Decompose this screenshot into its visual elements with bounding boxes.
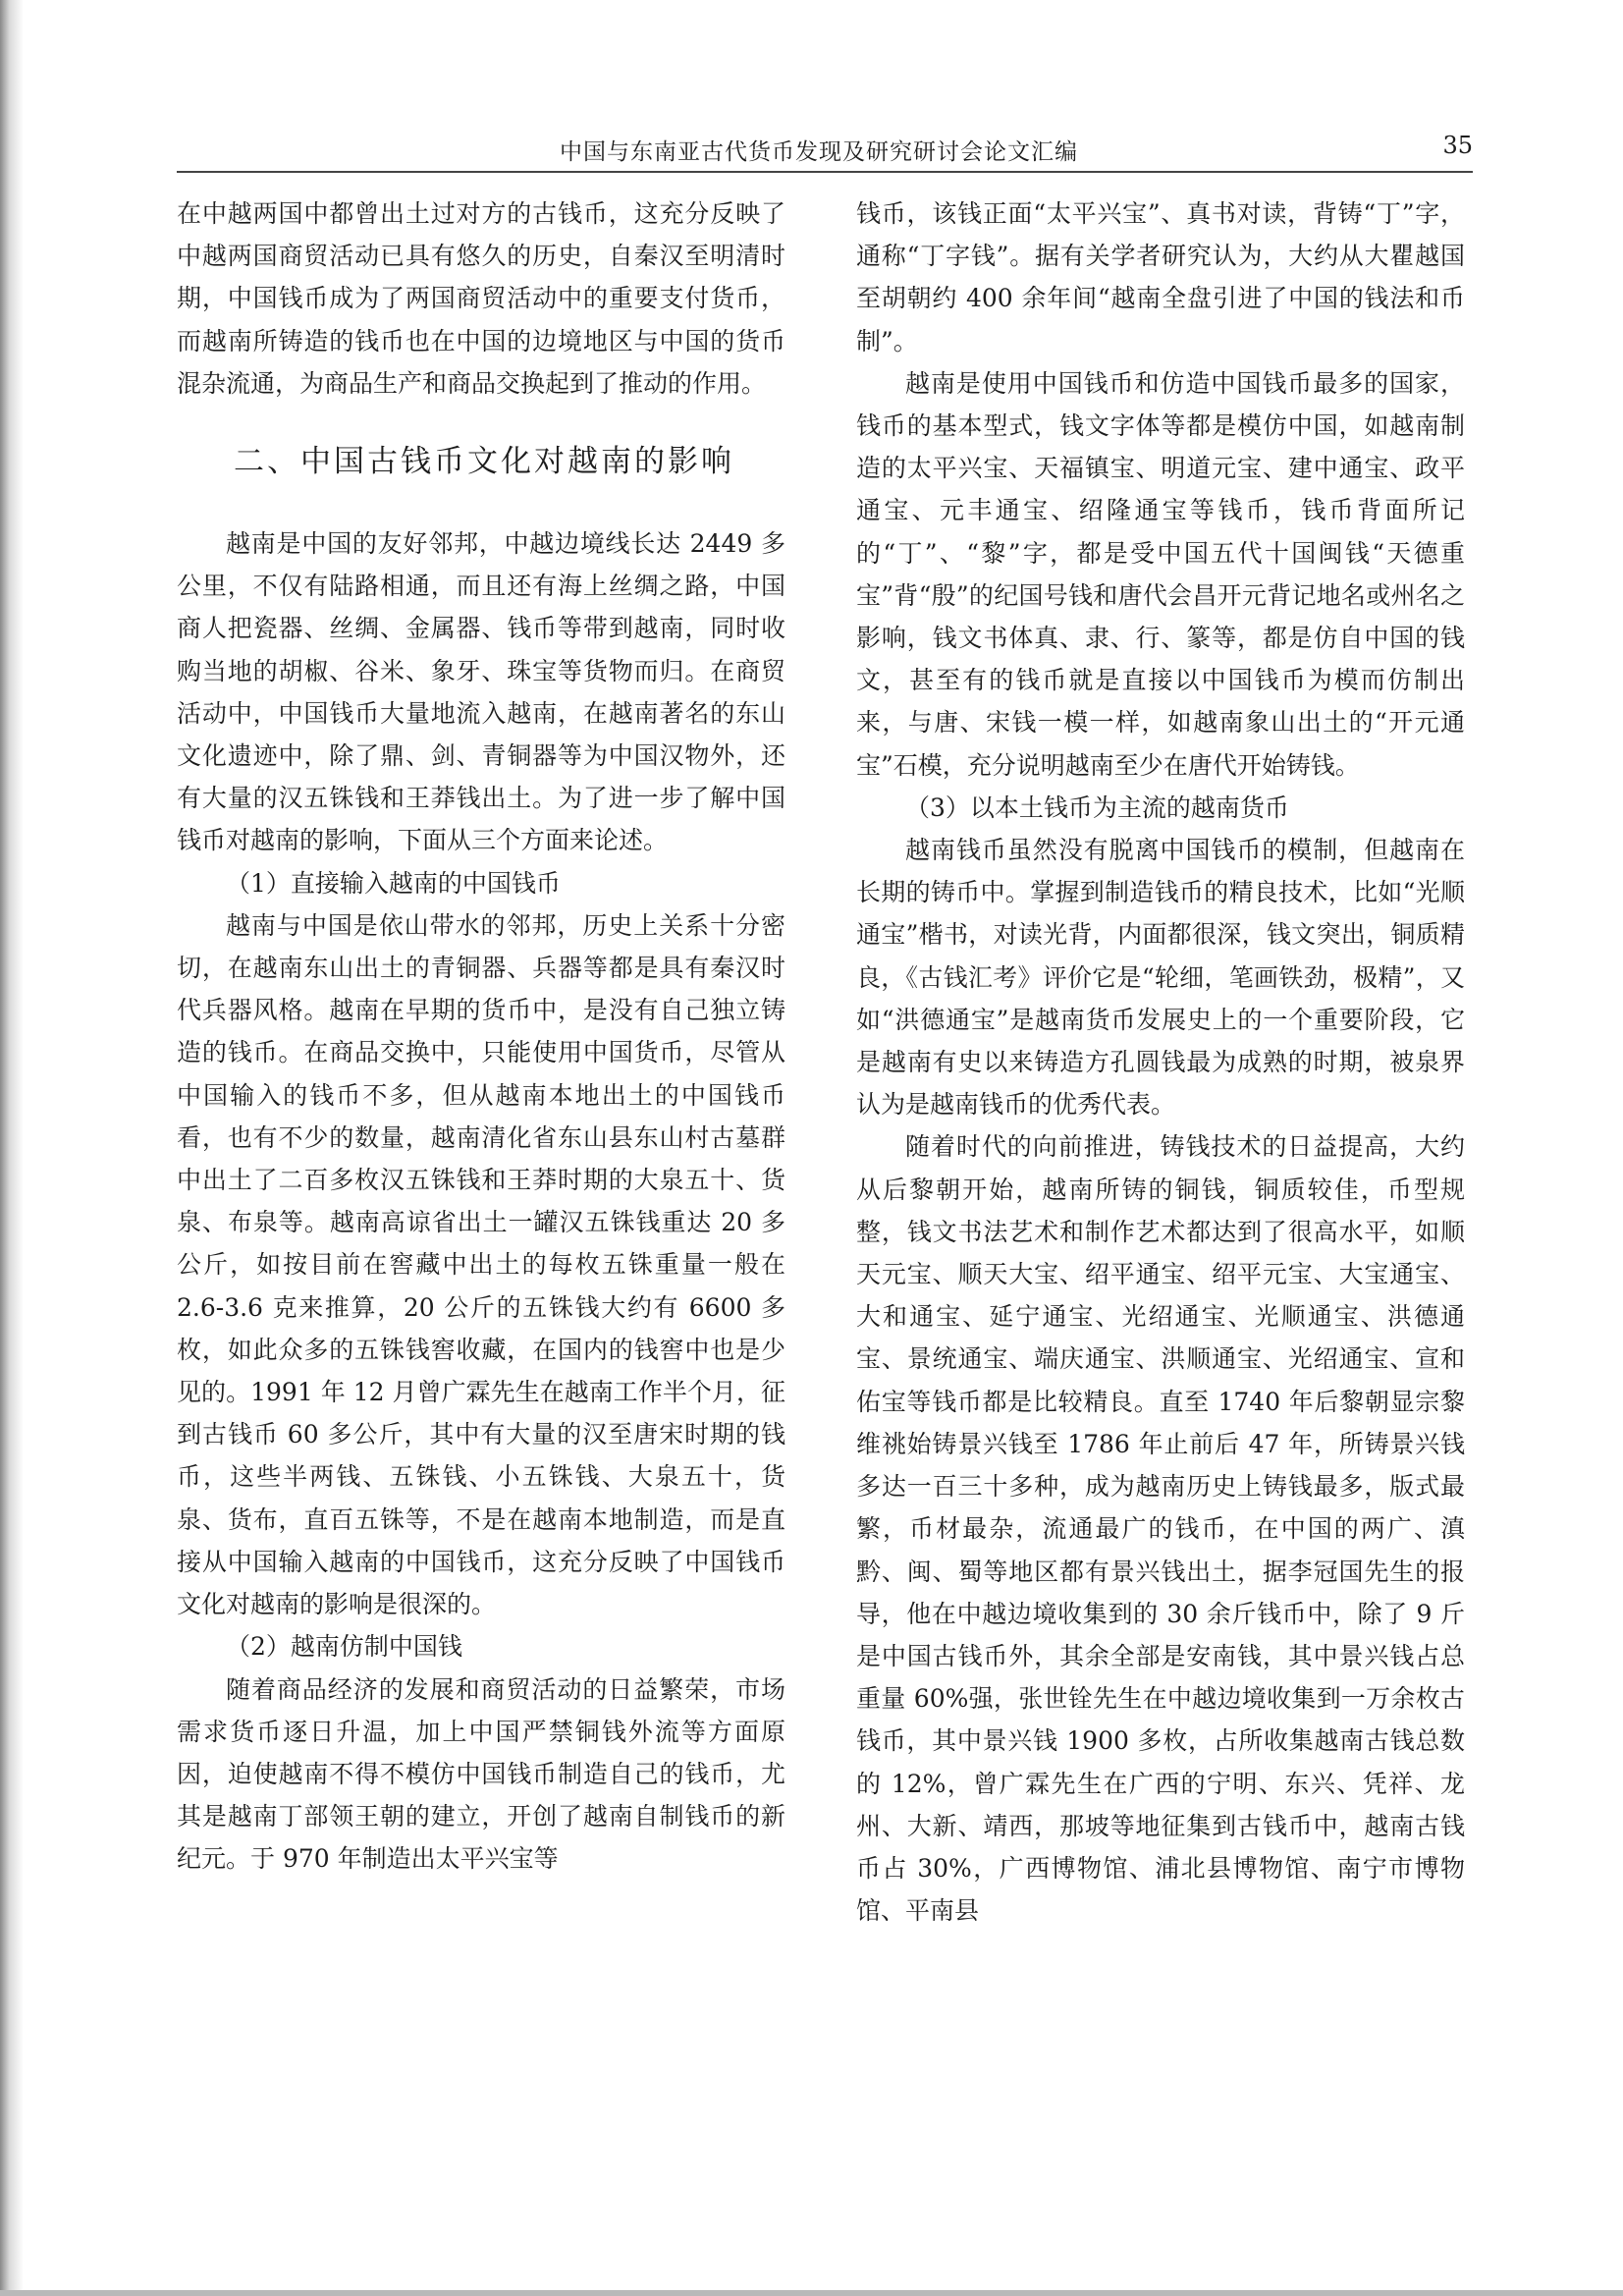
paragraph-sub3: 越南钱币虽然没有脱离中国钱币的模制，但越南在长期的铸币中。掌握到制造钱币的精良技术，比如“光顺通宝”楷书，对读光背，内面都很深，钱文突出，铜质精良，《古钱汇考》评价它是“轮细，笔画铁劲，极精”，又如“洪德通宝”是越南货币发展史上的一个重要阶段，它是越南有史以来铸造方孔圆钱最为成熟的时期，被泉界认为是越南钱币的优秀代表。 [856, 836, 1465, 1120]
section-heading: 二、中国古钱币文化对越南的影响 [234, 444, 734, 480]
right-column [856, 192, 1465, 1932]
paragraph-intro: 越南是中国的友好邻邦，中越边境线长达 2449 多公里，不仅有陆路相通，而且还有海上丝绸之路，中国商人把瓷器、丝绸、金属器、钱币等带到越南，同时收购当地的胡椒、谷米、象牙、珠宝等货物而归。在商贸活动中，中国钱币大量地流入越南，在越南著名的东山文化遗迹中，除了鼎、剑、青铜器等为中国汉物外，还有大量的汉五铢钱和王莽钱出土。为了进一步了解中国钱币对越南的影响，下面从三个方面来论述。 [177, 529, 785, 855]
subsection-heading-1: （1）直接输入越南的中国钱币 [226, 868, 561, 898]
scan-bottom-edge [0, 2290, 1623, 2296]
running-header [177, 130, 1473, 173]
subsection-heading-2: （2）越南仿制中国钱 [226, 1632, 462, 1662]
header-title: 中国与东南亚古代货币发现及研究研讨会论文汇编 [560, 139, 1078, 165]
paragraph-sub2: 随着商品经济的发展和商贸活动的日益繁荣，市场需求货币逐日升温，加上中国严禁铜钱外流等方面原因，迫使越南不得不模仿中国钱币制造自己的钱币，尤其是越南丁部领王朝的建立，开创了越南自制钱币的新纪元。于 970 年制造出太平兴宝等 [177, 1674, 785, 1874]
paragraph-continued: 在中越两国中都曾出土过对方的古钱币，这充分反映了中越两国商贸活动已具有悠久的历史，自秦汉至明清时期，中国钱币成为了两国商贸活动中的重要支付货币，而越南所铸造的钱币也在中国的边境地区与中国的货币混杂流通，为商品生产和商品交换起到了推动的作用。 [177, 199, 785, 398]
paragraph-continued-right: 钱币，该钱正面“太平兴宝”、真书对读，背铸“丁”字，通称“丁字钱”。据有关学者研究认为，大约从大瞿越国至胡朝约 400 余年间“越南全盘引进了中国的钱法和币制”。 [856, 199, 1465, 355]
paragraph-imitation: 越南是使用中国钱币和仿造中国钱币最多的国家，钱币的基本型式，钱文字体等都是模仿中国，如越南制造的太平兴宝、天福镇宝、明道元宝、建中通宝、政平通宝、元丰通宝、绍隆通宝等钱币，钱币背面所记的“丁”、“黎”字，都是受中国五代十国闽钱“天德重宝”背“殷”的纪国号钱和唐代会昌开元背记地名或州名之影响，钱文书体真、隶、行、篆等，都是仿自中国的钱文，甚至有的钱币就是直接以中国钱币为模而仿制出来，与唐、宋钱一模一样，如越南象山出土的“开元通宝”石模，充分说明越南至少在唐代开始铸钱。 [856, 368, 1465, 780]
scan-binding-shadow [0, 0, 24, 2296]
left-column [177, 192, 785, 1881]
page-number: 35 [1442, 132, 1473, 159]
paragraph-later: 随着时代的向前推进，铸钱技术的日益提高，大约从后黎朝开始，越南所铸的铜钱，铜质较佳，币型规整，钱文书法艺术和制作艺术都达到了很高水平，如顺天元宝、顺天大宝、绍平通宝、绍平元宝、大宝通宝、大和通宝、延宁通宝、光绍通宝、光顺通宝、洪德通宝、景统通宝、端庆通宝、洪顺通宝、光绍通宝、宣和佑宝等钱币都是比较精良。直至 1740 年后黎朝显宗黎维祧始铸景兴钱至 1786 年止前后 47 年，所铸景兴钱多达一百三十多种，成为越南历史上铸钱最多，版式最繁，币材最杂，流通最广的钱币，在中国的两广、滇黔、闽、蜀等地区都有景兴钱出土，据李冠国先生的报导，他在中越边境收集到的 30 余斤钱币中，除了 9 斤是中国古钱币外，其余全部是安南钱，其中景兴钱占总重量 60%强，张世铨先生在中越边境收集到一万余枚古钱币，其中景兴钱 1900 多枚，占所收集越南古钱总数的 12%，曾广霖先生在广西的宁明、东兴、凭祥、龙州、大新、靖西，那坡等地征集到古钱币中，越南古钱币占 30%，广西博物馆、浦北县博物馆、南宁市博物馆、平南县 [856, 1132, 1465, 1926]
paragraph-sub1: 越南与中国是依山带水的邻邦，历史上关系十分密切，在越南东山出土的青铜器、兵器等都是具有秦汉时代兵器风格。越南在早期的货币中，是没有自己独立铸造的钱币。在商品交换中，只能使用中国货币，尽管从中国输入的钱币不多，但从越南本地出土的中国钱币看，也有不少的数量，越南清化省东山县东山村古墓群中出土了二百多枚汉五铢钱和王莽时期的大泉五十、货泉、布泉等。越南高谅省出土一罐汉五铢钱重达 20 多公斤，如按目前在窖藏中出土的每枚五铢重量一般在 2.6-3.6 克来推算，20 公斤的五铢钱大约有 6600 多枚，如此众多的五铢钱窖收藏，在国内的钱窖中也是少见的。1991 年 12 月曾广霖先生在越南工作半个月，征到古钱币 60 多公斤，其中有大量的汉至唐宋时期的钱币，这些半两钱、五铢钱、小五铢钱、大泉五十，货泉、货布，直百五铢等，不是在越南本地制造，而是直接从中国输入越南的中国钱币，这充分反映了中国钱币文化对越南的影响是很深的。 [177, 910, 785, 1619]
subsection-heading-3: （3）以本土钱币为主流的越南货币 [905, 793, 1289, 822]
